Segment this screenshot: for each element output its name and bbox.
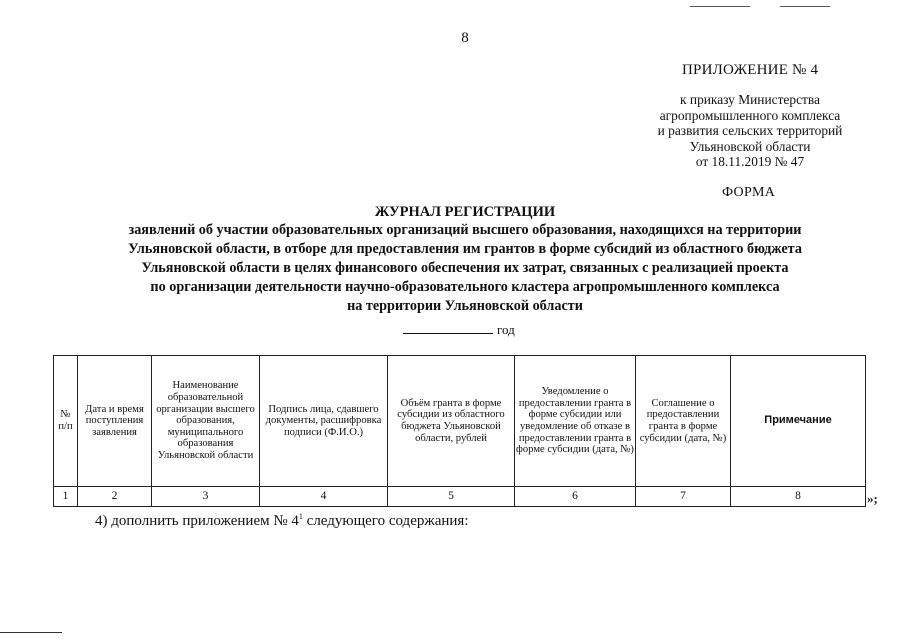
header-cell-agreement: Соглашение о предоставлении гранта в форме субсидии (дата, №) <box>636 356 731 487</box>
year-field <box>403 322 515 338</box>
scan-edge-line <box>780 6 830 7</box>
subtitle-line: на территории Ульяновской области <box>347 298 583 314</box>
column-number-cell: 8 <box>731 487 866 507</box>
subtitle-line: заявлений об участии образовательных организаций высшего образования, находящихся на территории <box>128 222 802 238</box>
header-cell-date: Дата и время поступления заявления <box>78 356 152 487</box>
year-suffix: год <box>497 322 515 337</box>
header-cell-grant-amount: Объём гранта в форме субсидии из областного бюджета Ульяновской области, рублей <box>388 356 515 487</box>
header-cell-note: Примечание <box>731 356 866 487</box>
order-reference <box>600 92 900 170</box>
form-label: ФОРМА <box>722 185 776 200</box>
journal-subtitle <box>60 221 870 316</box>
header-cell-signature: Подпись лица, сдавшего документы, расшифровка подписи (Ф.И.О.) <box>260 356 388 487</box>
order-reference-line: агропромышленного комплекса <box>659 107 841 123</box>
order-reference-line: к приказу Министерства <box>680 92 820 107</box>
amendment-paragraph <box>95 512 469 530</box>
subtitle-line: по организации деятельности научно-образовательного кластера агропромышленного комплекса <box>150 279 780 295</box>
amendment-superscript: 1 <box>298 512 303 521</box>
year-blank-line <box>403 322 493 334</box>
column-number-cell: 7 <box>636 487 731 507</box>
order-reference-line: от 18.11.2019 № 47 <box>695 154 805 169</box>
scan-edge-line <box>0 632 62 633</box>
table-header-row <box>54 356 866 487</box>
column-number-cell: 3 <box>152 487 260 507</box>
table-row <box>54 487 866 507</box>
order-reference-line: и развития сельских территорий <box>657 123 843 138</box>
column-number-cell: 6 <box>515 487 636 507</box>
column-number-cell: 2 <box>78 487 152 507</box>
closing-quote-mark: »; <box>867 491 878 506</box>
registration-table <box>53 355 866 507</box>
amendment-text: 4) дополнить приложением № 4 <box>95 513 299 529</box>
page-number: 8 <box>461 30 469 46</box>
subtitle-line: Ульяновской области, в отборе для предоставления им грантов в форме субсидий из областного бюджета <box>128 241 802 257</box>
amendment-suffix: следующего содержания: <box>302 513 469 529</box>
appendix-title: ПРИЛОЖЕНИЕ № 4 <box>682 62 819 78</box>
column-number-cell: 5 <box>388 487 515 507</box>
scan-edge-line <box>690 6 750 7</box>
subtitle-line: Ульяновской области в целях финансового обеспечения их затрат, связанных с реализацией проекта <box>141 260 789 276</box>
header-cell-notification: Уведомление о предоставлении гранта в форме субсидии или уведомление об отказе в предоставлении гранта в форме субсидии (дата, №) <box>515 356 636 487</box>
header-cell-number: № п/п <box>54 356 78 487</box>
column-number-cell: 4 <box>260 487 388 507</box>
order-reference-line: Ульяновской области <box>689 138 811 154</box>
header-cell-organization: Наименование образовательной организации высшего образования, муниципального образования Ульяновской области <box>152 356 260 487</box>
journal-title: ЖУРНАЛ РЕГИСТРАЦИИ <box>374 204 556 220</box>
column-number-cell: 1 <box>54 487 78 507</box>
